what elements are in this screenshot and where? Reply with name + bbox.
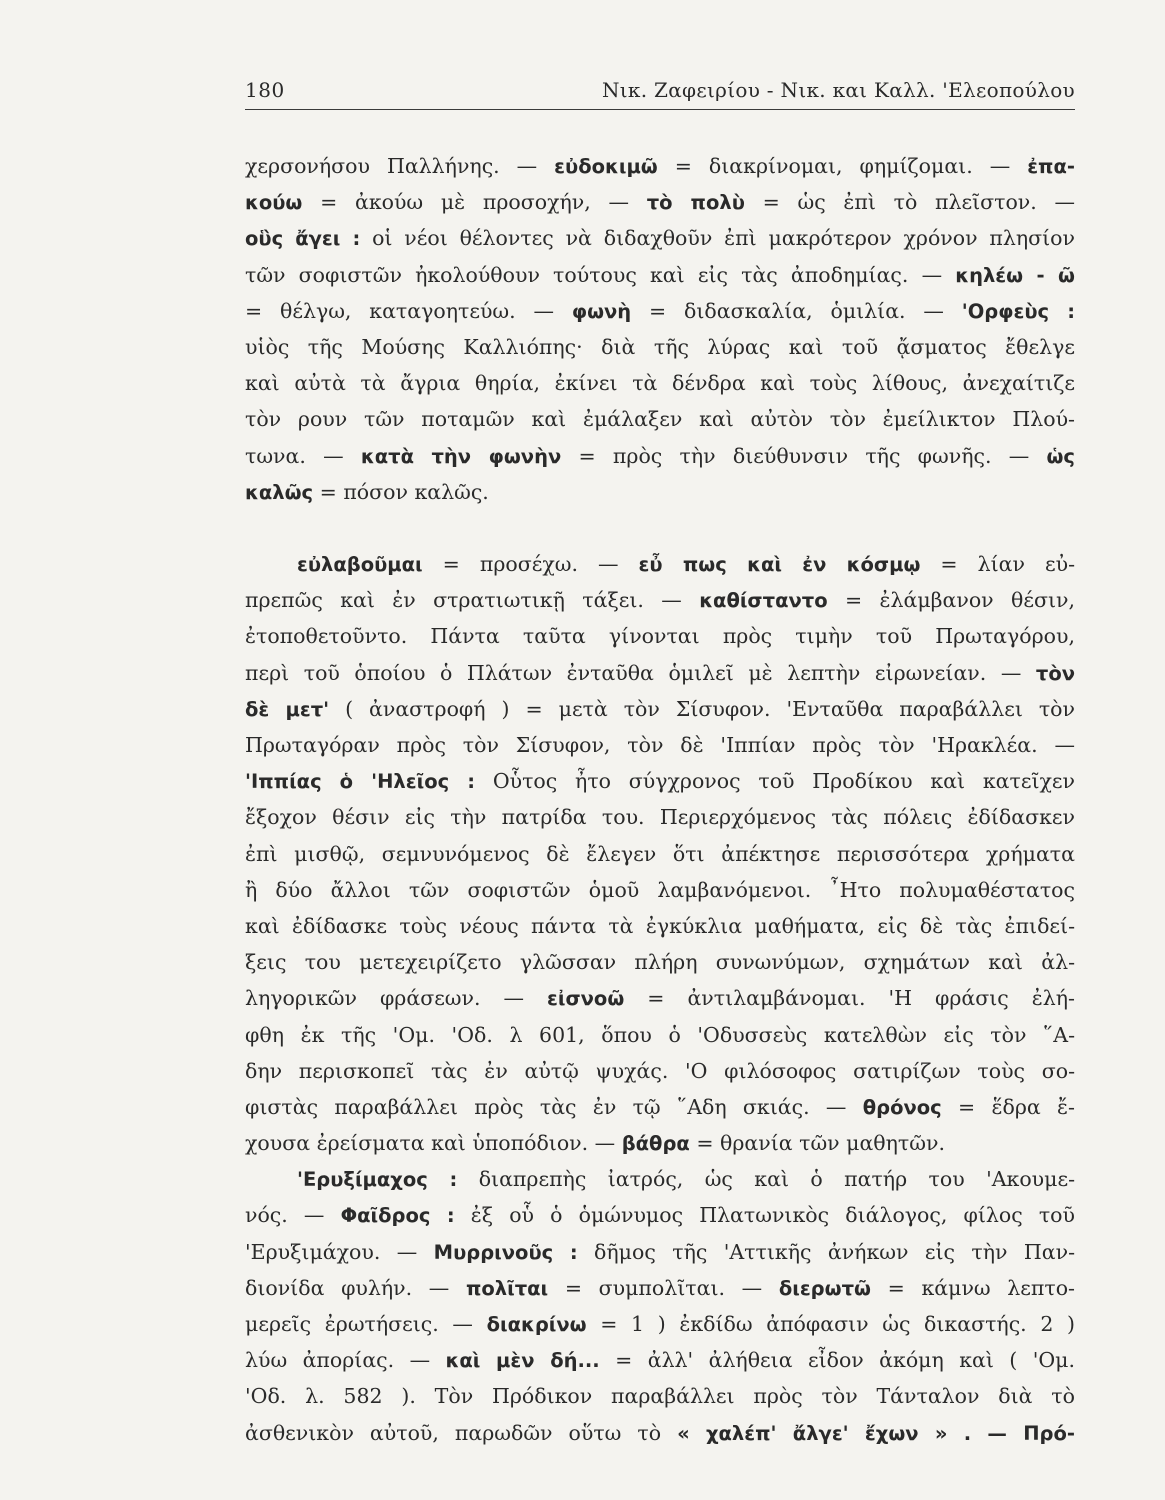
page-number: 180 — [245, 78, 285, 102]
text-run: Πρωταγόραν πρὸς τὸν Σίσυφον, τὸν δὲ 'Ιππίαν πρὸς τὸν 'Ηρακλέα. — — [245, 733, 1075, 757]
headword: εὐδοκιμῶ — [554, 155, 658, 178]
text-run: δῆμος τῆς 'Αττικῆς ἀνήκων εἰς τὴν Παν- — [577, 1239, 1075, 1264]
text-run: = λίαν εὐ- — [920, 552, 1075, 577]
text-run: διονίδα φυλήν. — — [245, 1275, 466, 1300]
text-run: ἐξ οὗ ὁ ὁμώνυμος Πλατωνικὸς διάλογος, φίλος τοῦ — [454, 1203, 1075, 1228]
text-run: περὶ τοῦ ὁποίου ὁ Πλάτων ἐνταῦθα ὁμιλεῖ μὲ λεπτὴν εἰρωνείαν. — — [245, 660, 1036, 685]
headword: ἐπα- — [1027, 155, 1075, 178]
text-line — [245, 438, 1075, 474]
text-line — [245, 691, 1075, 727]
headword: δὲ μετ' — [245, 697, 330, 721]
text-line — [245, 474, 1075, 510]
text-line — [245, 799, 1075, 835]
headword: τὸν — [1035, 661, 1075, 685]
text-line — [245, 1125, 1075, 1161]
headword: εὐλαβοῦμαι — [297, 553, 423, 577]
text-run: μερεῖς ἐρωτήσεις. — — [245, 1312, 487, 1336]
text-line — [245, 1161, 1075, 1197]
headword: οὓς ἄγει : — [245, 227, 361, 251]
headword: κούω — [245, 191, 303, 215]
headword: ὡς — [1046, 444, 1075, 468]
headword: κατὰ τὴν φωνὴν — [360, 444, 562, 468]
headword: 'Ορφεὺς : — [961, 299, 1075, 323]
text-line — [245, 1197, 1075, 1233]
text-run: = ὡς ἐπὶ τὸ πλεῖστον. — — [744, 190, 1075, 215]
text-run: = πρὸς τὴν διεύθυνσιν τῆς φωνῆς. — — [561, 443, 1047, 468]
text-run: 'Οδ. λ. 582 ). Τὸν Πρόδικον παραβάλλει πρὸς τὸν Τάνταλον διὰ τὸ — [245, 1384, 1075, 1409]
text-line — [245, 944, 1075, 980]
text-run: υἱὸς τῆς Μούσης Καλλιόπης· διὰ τῆς λύρας καὶ τοῦ ᾄσματος ἔθελγε — [245, 334, 1075, 359]
text-run: τὸν ρουν τῶν ποταμῶν καὶ ἐμάλαξεν καὶ αὐτὸν τὸν ἐμείλικτον Πλού- — [245, 407, 1075, 432]
text-line — [245, 401, 1075, 437]
text-run: ( ἀναστροφή ) = μετὰ τὸν Σίσυφον. 'Ενταῦθα παραβάλλει τὸν — [329, 696, 1075, 721]
text-run: 'Ερυξιμάχου. — — [245, 1239, 434, 1264]
text-run: τωνα. — — [245, 443, 361, 468]
text-run: ἔξοχον θέσιν εἰς τὴν πατρίδα του. Περιερχόμενος τὰς πόλεις ἐδίδασκεν — [245, 805, 1075, 830]
text-line — [245, 220, 1075, 256]
headword: θρόνος — [862, 1095, 942, 1119]
text-line — [245, 655, 1075, 691]
headword: « χαλέπ' ἄλγε' ἔχων » . — Πρό- — [677, 1421, 1075, 1445]
paragraph — [245, 546, 1075, 1161]
headword: βάθρα — [621, 1132, 690, 1156]
headword: εἰσνοῶ — [547, 987, 625, 1011]
text-run: ἐτοποθετοῦντο. Πάντα ταῦτα γίνονται πρὸς τιμὴν τοῦ Πρωταγόρου, — [245, 624, 1075, 649]
text-line — [245, 1306, 1075, 1342]
text-run: φιστὰς παραβάλλει πρὸς τὰς ἐν τῷ ῞Αδη σκιάς. — — [245, 1094, 863, 1119]
text-line — [245, 872, 1075, 908]
text-run: = ἐλάμβανον θέσιν, — [827, 588, 1075, 613]
text-run: = θέλγω, καταγοητεύω. — — [245, 298, 572, 323]
header-rule — [245, 109, 1075, 110]
headword: εὖ πως καὶ ἐν κόσμῳ — [638, 553, 921, 577]
text-line — [245, 618, 1075, 654]
text-run: πρεπῶς καὶ ἐν στρατιωτικῇ τάξει. — — [245, 588, 700, 613]
text-line — [245, 1053, 1075, 1089]
running-title: Νικ. Ζαφειρίου - Νικ. και Καλλ. 'Ελεοπούλου — [601, 78, 1075, 102]
text-run: = ἕδρα ἔ- — [941, 1094, 1075, 1119]
text-run: λύω ἀπορίας. — — [245, 1348, 446, 1373]
text-run: φθη ἐκ τῆς 'Ομ. 'Οδ. λ 601, ὅπου ὁ 'Οδυσσεὺς κατελθὼν εἰς τὸν ῞Α- — [245, 1022, 1075, 1047]
text-run: ξεις του μετεχειρίζετο γλῶσσαν πλήρη συνωνύμων, σχημάτων καὶ ἀλ- — [245, 950, 1075, 975]
text-line — [245, 1089, 1075, 1125]
text-run: ληγορικῶν φράσεων. — — [245, 986, 547, 1011]
headword: 'Ιππίας ὁ 'Ηλεῖος : — [245, 770, 476, 794]
text-line — [245, 365, 1075, 401]
text-line — [245, 293, 1075, 329]
text-run: διαπρεπὴς ἰατρός, ὡς καὶ ὁ πατήρ του 'Ακουμε- — [457, 1167, 1075, 1192]
text-run: = θρανία τῶν μαθητῶν. — [689, 1131, 945, 1156]
text-line — [245, 184, 1075, 220]
text-run: νός. — — [245, 1203, 341, 1228]
text-run: = διδασκαλία, ὁμιλία. — — [631, 298, 962, 323]
headword: καὶ μὲν δή... — [445, 1349, 600, 1373]
headword: διερωτῶ — [778, 1276, 871, 1300]
paragraph — [245, 148, 1075, 510]
text-run: χερσονήσου Παλλήνης. — — [245, 154, 555, 178]
text-run: = διακρίνομαι, φημίζομαι. — — [657, 154, 1028, 178]
text-run: ἢ δύο ἄλλοι τῶν σοφιστῶν ὁμοῦ λαμβανόμενοι. ῏Ητο πολυμαθέστατος — [245, 877, 1075, 902]
text-line — [245, 1415, 1075, 1451]
headword: τὸ πολὺ — [646, 191, 745, 215]
text-run: = πόσον καλῶς. — [313, 479, 489, 504]
text-line — [245, 1270, 1075, 1306]
text-line — [245, 546, 1075, 582]
body-text — [245, 148, 1075, 1451]
headword: καθίσταντο — [699, 589, 828, 613]
text-run: οἱ νέοι θέλοντες νὰ διδαχθοῦν ἐπὶ μακρότερον χρόνον πλησίον — [360, 226, 1075, 251]
text-line — [245, 1342, 1075, 1378]
text-line — [245, 582, 1075, 618]
text-run: δην περισκοπεῖ τὰς ἐν αὐτῷ ψυχάς. 'Ο φιλόσοφος σατιρίζων τοὺς σο- — [245, 1058, 1075, 1083]
text-line — [245, 836, 1075, 872]
page-header — [245, 74, 1075, 108]
headword: καλῶς — [245, 480, 314, 504]
text-run: καὶ ἐδίδασκε τοὺς νέους πάντα τὰ ἐγκύκλια μαθήματα, εἰς δὲ τὰς ἐπιδεί- — [245, 913, 1075, 938]
text-run: = συμπολῖται. — — [548, 1275, 779, 1300]
text-run: τῶν σοφιστῶν ἠκολούθουν τούτους καὶ εἰς τὰς ἀποδημίας. — — [245, 262, 956, 287]
text-run: = προσέχω. — — [422, 552, 639, 577]
text-run: = ἀντιλαμβάνομαι. 'Η φράσις ἐλή- — [624, 986, 1075, 1011]
text-line — [245, 1234, 1075, 1270]
text-run: = ἀλλ' ἀλήθεια εἶδον ἀκόμη καὶ ( 'Ομ. — [599, 1348, 1075, 1373]
headword: Φαῖδρος : — [340, 1204, 455, 1228]
text-line — [245, 727, 1075, 763]
text-line — [245, 148, 1075, 184]
text-line — [245, 763, 1075, 799]
text-run: = ἀκούω μὲ προσοχήν, — — [302, 190, 647, 215]
headword: κηλέω - ῶ — [955, 263, 1075, 287]
headword: πολῖται — [465, 1276, 549, 1300]
text-line — [245, 329, 1075, 365]
text-run: = 1 ) ἐκδίδω ἀπόφασιν ὡς δικαστής. 2 ) — [586, 1312, 1075, 1336]
paragraph-gap — [245, 510, 1075, 546]
text-line — [245, 1378, 1075, 1414]
headword: φωνὴ — [571, 299, 632, 323]
text-run: = κάμνω λεπτο- — [870, 1275, 1075, 1300]
text-line — [245, 908, 1075, 944]
text-line — [245, 1017, 1075, 1053]
text-run: Οὗτος ἦτο σύγχρονος τοῦ Προδίκου καὶ κατεῖχεν — [475, 769, 1075, 794]
text-run: ἐπὶ μισθῷ, σεμνυνόμενος δὲ ἔλεγεν ὅτι ἀπέκτησε περισσότερα χρήματα — [245, 841, 1075, 866]
text-run: ἀσθενικὸν αὐτοῦ, παρωδῶν οὕτω τὸ — [245, 1420, 678, 1445]
paragraph — [245, 1161, 1075, 1451]
text-run: χουσα ἐρείσματα καὶ ὑποπόδιον. — — [245, 1131, 622, 1156]
text-run: καὶ αὐτὰ τὰ ἄγρια θηρία, ἐκίνει τὰ δένδρα καὶ τοὺς λίθους, ἀνεχαίτιζε — [245, 371, 1075, 396]
text-line — [245, 980, 1075, 1016]
headword: 'Ερυξίμαχος : — [297, 1168, 458, 1192]
headword: διακρίνω — [486, 1313, 587, 1336]
headword: Μυρρινοῦς : — [433, 1240, 578, 1264]
text-line — [245, 257, 1075, 293]
